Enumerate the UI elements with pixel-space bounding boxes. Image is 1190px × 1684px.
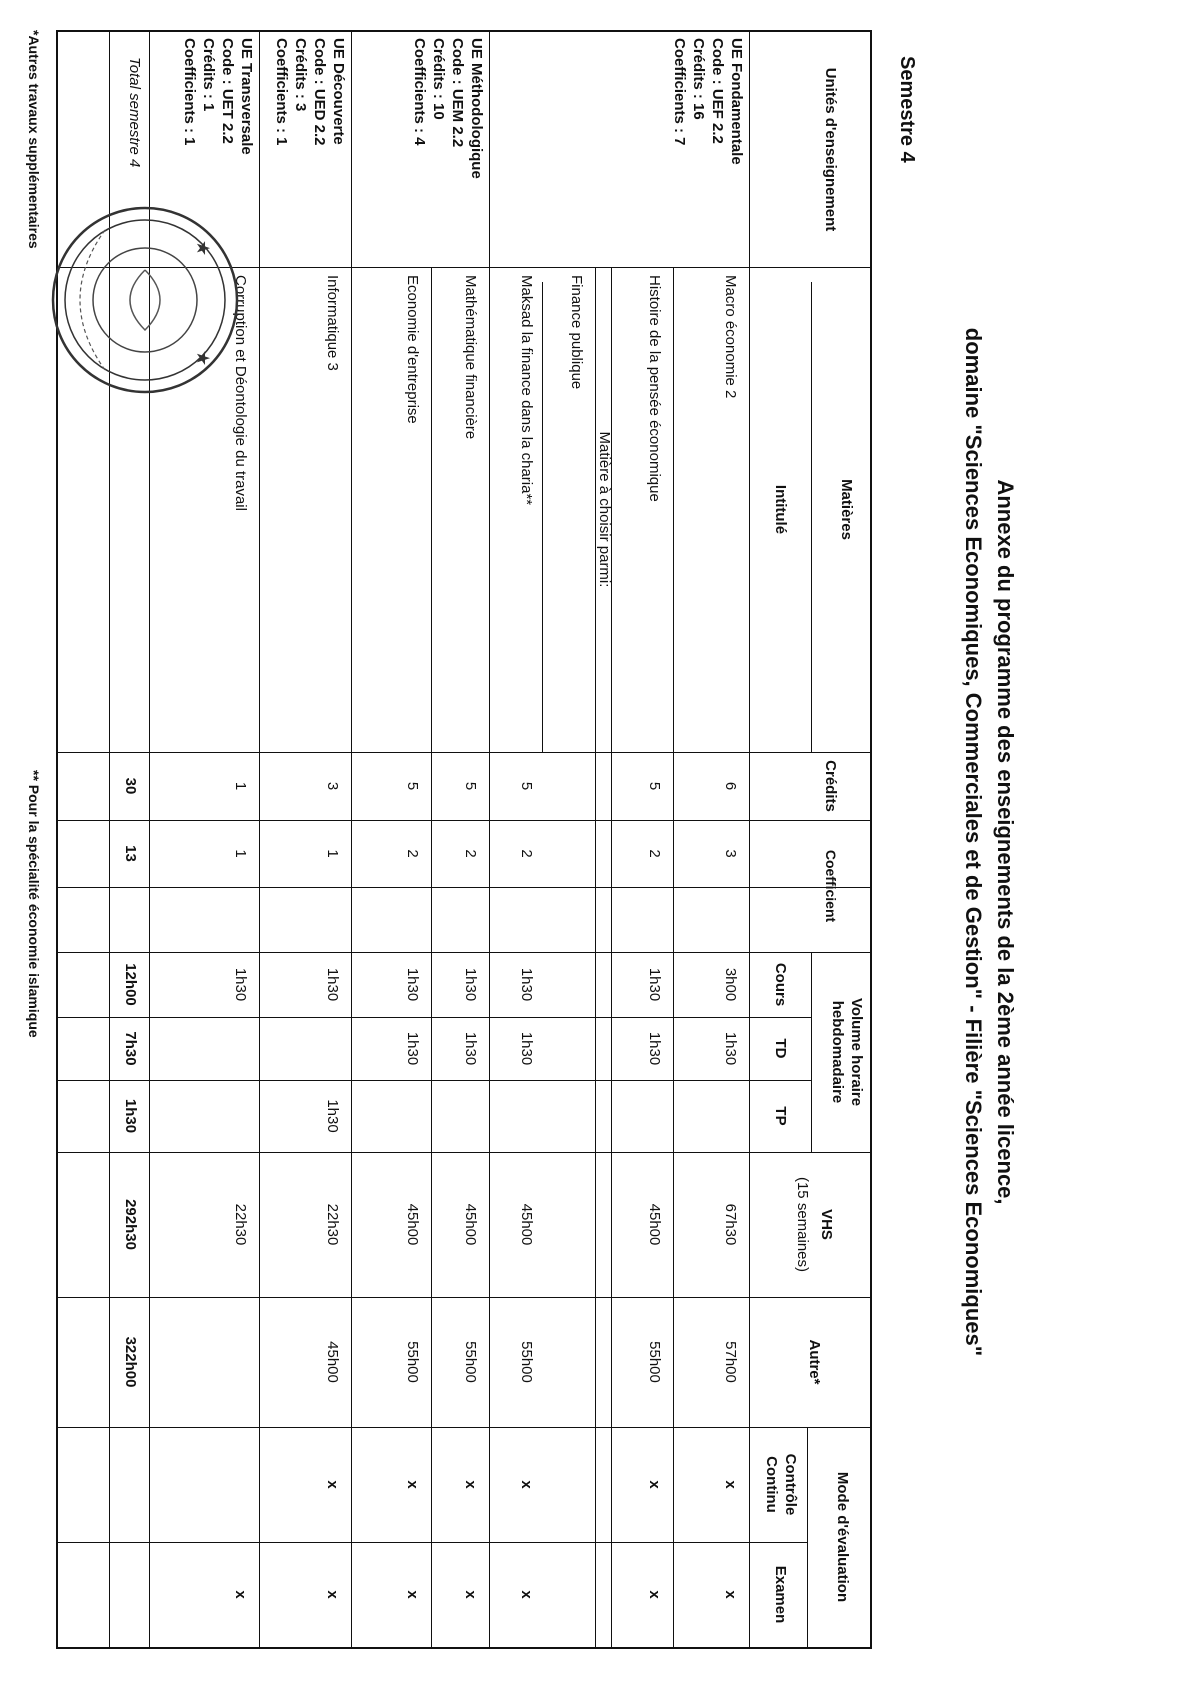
cell-td: 1h30 [404, 1031, 421, 1066]
cell-coef: 2 [404, 849, 421, 858]
cell-tp [230, 1080, 250, 1152]
document-title-line1: Annexe du programme des enseignements de la 2ème année licence, [993, 479, 1018, 1205]
header-vhs: VHS [818, 1209, 835, 1240]
cell-cc: x [722, 1480, 739, 1489]
cell-vhs: 22h30 [324, 1203, 341, 1246]
cell-coef: 2 [518, 849, 535, 858]
cell-credits: 5 [646, 781, 663, 791]
table-rule [259, 32, 260, 267]
semester-label: Semestre 4 [896, 56, 918, 163]
cell-exam: x [324, 1590, 341, 1599]
cell-td: 1h30 [722, 1031, 739, 1066]
unit-line: Code : UET 2.2 [219, 38, 236, 144]
cell-autre: 45h00 [324, 1341, 341, 1383]
cell-autre: 55h00 [462, 1341, 479, 1383]
unit-line: Code : UEM 2.2 [449, 38, 466, 148]
matiere-intitule: Economie d'entreprise [404, 275, 421, 424]
table-rule [58, 1542, 808, 1543]
header-units: Unités d'enseignement [822, 67, 839, 232]
cell-cours: 1h30 [462, 967, 479, 1002]
table-rule [807, 1427, 808, 1647]
unit-line: Coefficients : 7 [671, 38, 688, 146]
matiere-intitule: Finance publique [568, 275, 585, 390]
document-title-line2: domaine "Sciences Economiques, Commerciales et de Gestion" - Filière "Sciences Economiques" [961, 327, 986, 1357]
cell-autre [230, 1297, 250, 1427]
cell-exam: x [232, 1590, 249, 1599]
cell-td: 1h30 [518, 1031, 535, 1066]
cell-coef: 1 [232, 849, 249, 858]
header-intitule: Intitulé [772, 484, 789, 535]
header-cours: Cours [772, 962, 789, 1007]
table-rule [58, 887, 870, 888]
cell-tp [720, 1080, 740, 1152]
cell-exam: x [404, 1590, 421, 1599]
cell-tp [460, 1080, 480, 1152]
table-rule [431, 267, 432, 1647]
header-matieres: Matières [838, 479, 855, 540]
total-td: 7h30 [122, 1031, 139, 1066]
unit-line: Coefficients : 1 [181, 38, 198, 146]
cell-autre: 55h00 [404, 1341, 421, 1383]
total-vhs: 292h30 [122, 1199, 139, 1250]
header-credits: Crédits [822, 760, 839, 812]
cell-td: 1h30 [646, 1031, 663, 1066]
matiere-intitule: Corruption et Déontologie du travail [232, 275, 249, 511]
header-td: TD [772, 1038, 789, 1059]
total-autre: 322h00 [122, 1336, 139, 1388]
cell-vhs: 45h00 [404, 1203, 421, 1246]
table-rule [351, 267, 352, 1647]
cell-tp [516, 1080, 536, 1152]
footnote-autres: *Autres travaux supplémentaires [26, 30, 42, 249]
unit-line: Crédits : 10 [430, 38, 447, 120]
cell-cc: x [324, 1480, 341, 1489]
cell-autre: 55h00 [646, 1341, 663, 1383]
cell-autre [594, 1297, 614, 1427]
cell-td [230, 1017, 250, 1080]
header-controle: Contrôle Continu [763, 1453, 799, 1516]
header-coefficient: Coefficient [823, 849, 839, 923]
cell-credits: 5 [462, 781, 479, 791]
cell-td [322, 1017, 342, 1080]
header-tp: TP [772, 1106, 789, 1126]
total-coef: 13 [122, 845, 139, 862]
svg-text:★: ★ [193, 240, 213, 257]
matiere-intitule: Matière à choisir parmi: [596, 431, 613, 588]
table-rule [489, 267, 490, 1647]
unit-line: UE Transversale [238, 38, 255, 155]
cell-coef: 2 [462, 849, 479, 858]
matiere-intitule: Informatique 3 [324, 275, 341, 371]
footnote-specialite: ** Pour la spécialité économie islamique [26, 770, 42, 1038]
cell-cours [594, 952, 614, 1017]
cell-cours: 1h30 [646, 967, 663, 1002]
cell-coef: 2 [646, 849, 663, 858]
cell-tp [402, 1080, 422, 1152]
table-rule [149, 267, 150, 1647]
cell-exam: x [646, 1590, 663, 1599]
table-rule [109, 267, 110, 1647]
unit-line: Code : UEF 2.2 [709, 38, 726, 144]
header-mode: Mode d'évaluation [834, 1471, 851, 1603]
cell-autre: 55h00 [518, 1341, 535, 1383]
header-volume: Volume horaire hebdomadaire [829, 997, 865, 1107]
table-rule [673, 267, 674, 1647]
cell-exam: x [462, 1590, 479, 1599]
unit-line: Crédits : 3 [292, 38, 309, 112]
table-rule [259, 267, 260, 1647]
cell-cours: 1h30 [232, 967, 249, 1002]
cell-cc: x [404, 1480, 421, 1489]
cell-cc: x [646, 1480, 663, 1489]
table-rule [749, 267, 750, 1647]
cell-exam [594, 1542, 614, 1647]
cell-cc: x [518, 1480, 535, 1489]
table-rule [811, 282, 812, 752]
unit-line: Code : UED 2.2 [311, 38, 328, 146]
table-rule [58, 1080, 812, 1081]
cell-vhs [594, 1152, 614, 1297]
cell-credits: 3 [324, 781, 341, 791]
cell-coef [594, 820, 614, 887]
matiere-intitule: Macro économie 2 [722, 275, 739, 399]
cell-cours: 3h00 [722, 967, 739, 1002]
unit-line: UE Fondamentale [728, 38, 745, 165]
cell-td: 1h30 [462, 1031, 479, 1066]
cell-cours: 1h30 [324, 967, 341, 1002]
cell-credits: 5 [518, 781, 535, 791]
cell-vhs: 67h30 [722, 1203, 739, 1246]
table-rule [58, 1017, 812, 1018]
cell-coef: 3 [722, 849, 739, 858]
cell-tp [594, 1080, 614, 1152]
cell-cours: 1h30 [404, 967, 421, 1002]
cell-td [594, 1017, 614, 1080]
official-seal-icon [45, 200, 245, 400]
header-examen: Examen [772, 1565, 789, 1624]
cell-exam: x [518, 1590, 535, 1599]
cell-coef: 1 [324, 849, 341, 858]
header-vhs-sub: (15 semaines) [794, 1176, 811, 1273]
cell-credits: 5 [404, 781, 421, 791]
header-autre: Autre* [806, 1339, 823, 1385]
cell-vhs: 45h00 [518, 1203, 535, 1246]
cell-credits: 6 [722, 781, 739, 791]
cell-vhs: 45h00 [646, 1203, 663, 1246]
total-label: Total semestre 4 [126, 57, 143, 168]
table-rule [489, 32, 490, 267]
cell-exam: x [722, 1590, 739, 1599]
total-cours: 12h00 [122, 963, 139, 1006]
matiere-intitule-alt: Maksad la finance dans la charia** [518, 275, 535, 506]
unit-line: UE Méthodologique [468, 38, 485, 179]
cell-vhs: 45h00 [462, 1203, 479, 1246]
cell-cours: 1h30 [518, 967, 535, 1002]
unit-line: Coefficients : 1 [273, 38, 290, 146]
cell-credits [594, 752, 614, 820]
cell-vhs: 22h30 [232, 1203, 249, 1246]
unit-line: UE Découverte [330, 38, 347, 145]
cell-autre: 57h00 [722, 1341, 739, 1383]
total-credits: 30 [122, 777, 139, 795]
table-rule [811, 952, 812, 1152]
unit-line: Coefficients : 4 [411, 38, 428, 146]
cell-cc [594, 1427, 614, 1542]
table-rule [351, 32, 352, 267]
unit-line: Crédits : 16 [690, 38, 707, 120]
table-rule [542, 282, 543, 752]
matiere-intitule: Histoire de la pensée économique [646, 275, 663, 502]
svg-text:★: ★ [193, 350, 213, 367]
cell-cc: x [462, 1480, 479, 1489]
cell-tp: 1h30 [324, 1099, 341, 1133]
matiere-intitule: Mathématique financière [462, 275, 479, 440]
cell-cc [230, 1427, 250, 1542]
table-rule [749, 32, 750, 267]
cell-credits: 1 [232, 781, 249, 791]
unit-line: Crédits : 1 [200, 38, 217, 112]
total-tp: 1h30 [122, 1098, 139, 1134]
cell-tp [644, 1080, 664, 1152]
